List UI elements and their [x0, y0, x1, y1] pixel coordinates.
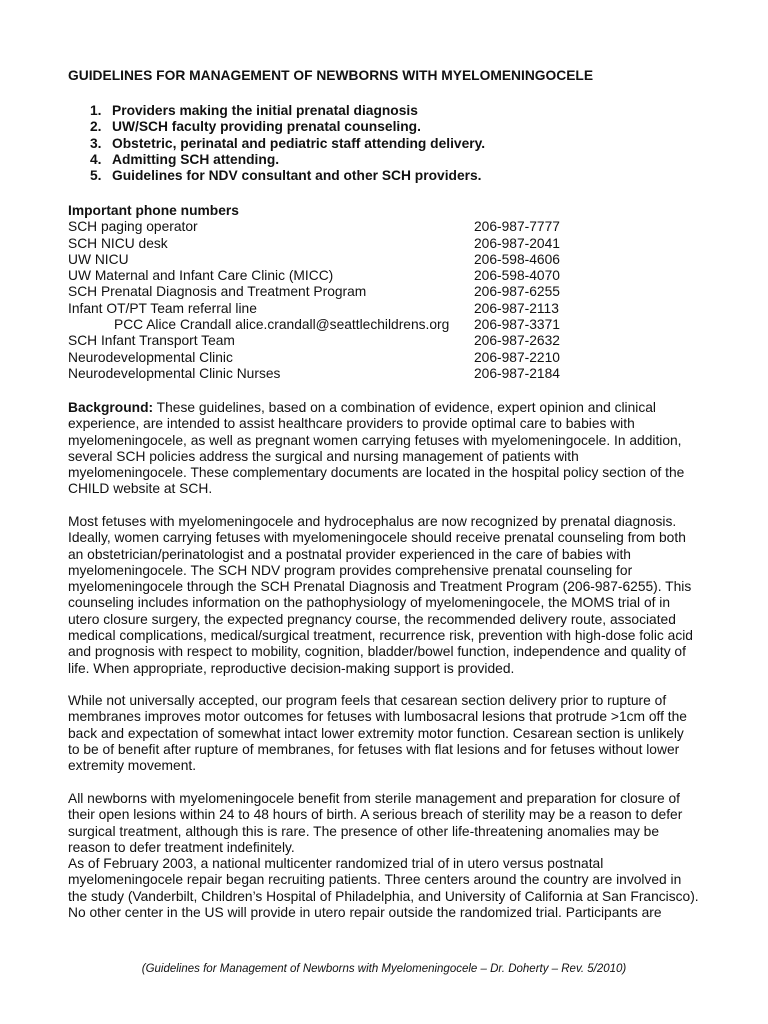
paragraph-line: an obstetrician/perinatologist and a postnatal provider experienced in the care of babies with	[68, 546, 631, 562]
paragraph-line: and prognosis with respect to mobility, cognition, bladder/bowel function, independence and quality of	[68, 644, 686, 660]
paragraph-line: myelomeningocele. The SCH NDV program provides comprehensive prenatal counseling for	[68, 562, 633, 578]
paragraph-line: life. When appropriate, reproductive decision-making support is provided.	[68, 660, 515, 676]
list-item	[90, 168, 485, 184]
phone-number: 206-987-2041	[474, 235, 560, 251]
phone-number: 206-987-3371	[474, 317, 560, 333]
phone-row	[68, 317, 708, 333]
phone-numbers-section	[68, 203, 708, 382]
phone-contact-name: Neurodevelopmental Clinic	[68, 349, 233, 365]
paragraph-line: utero closure surgery, the expected pregnancy course, the recommended delivery route, associated	[68, 611, 676, 627]
paragraph-line: myelomeningocele repair began recruiting patients. Three centers around the country are involved in	[68, 872, 682, 888]
paragraph-line: membranes improves motor outcomes for fetuses with lumbosacral lesions that protrude >1cm off the	[68, 709, 687, 725]
phone-number: 206-987-2632	[474, 333, 560, 349]
phone-row	[68, 301, 708, 317]
prenatal-diagnosis-paragraph	[68, 514, 708, 677]
paragraph-line: All newborns with myelomeningocele benefit from sterile management and preparation for closure of	[68, 791, 680, 806]
phone-number: 206-987-2210	[474, 349, 560, 365]
paragraph-line: While not universally accepted, our program feels that cesarean section delivery prior to rupture of	[68, 693, 667, 708]
newborn-management-paragraph	[68, 791, 708, 921]
audience-list	[90, 103, 485, 184]
background-paragraph	[68, 400, 708, 498]
paragraph-line: to be of benefit after rupture of membranes, for fetuses with flat lesions and for fetuses without lower	[68, 741, 680, 757]
paragraph-line: medical complications, medical/surgical treatment, recurrence risk, prevention with high-dose folic acid	[68, 628, 693, 644]
paragraph-line: experience, are intended to assist healthcare providers to provide optimal care to babies with	[68, 416, 635, 432]
phone-contact-name: PCC Alice Crandall alice.crandall@seattlechildrens.org	[114, 317, 450, 333]
paragraph-line: extremity movement.	[68, 758, 197, 774]
paragraph-line: reason to defer treatment indefinitely.	[68, 839, 295, 855]
document-title: GUIDELINES FOR MANAGEMENT OF NEWBORNS WITH MYELOMENINGOCELE	[68, 68, 594, 83]
paragraph-line: their open lesions within 24 to 48 hours of birth. A serious breach of sterility may be a reason to defer	[68, 807, 683, 823]
phone-row	[68, 366, 708, 382]
phone-number: 206-987-2184	[474, 365, 560, 381]
paragraph-line: No other center in the US will provide in utero repair outside the randomized trial. Participants are	[68, 905, 662, 921]
phone-row	[68, 219, 708, 235]
list-number: 4.	[90, 151, 102, 167]
phone-row	[68, 350, 708, 366]
phone-number: 206-987-7777	[474, 219, 560, 235]
phone-contact-name: Infant OT/PT Team referral line	[68, 300, 257, 316]
phone-number: 206-987-2113	[474, 300, 559, 316]
paragraph-line-text: These guidelines, based on a combination of evidence, expert opinion and clinical	[153, 400, 656, 415]
phone-number: 206-598-4606	[474, 251, 560, 267]
paragraph-line: Ideally, women carrying fetuses with myelomeningocele should receive prenatal counseling from both	[68, 530, 686, 546]
phone-contact-name: UW NICU	[68, 251, 129, 267]
phone-row	[68, 268, 708, 284]
cesarean-paragraph	[68, 693, 708, 774]
list-item	[90, 152, 485, 168]
phone-row	[68, 284, 708, 300]
list-item	[90, 119, 485, 135]
phone-contact-name: Neurodevelopmental Clinic Nurses	[68, 365, 281, 381]
list-item	[90, 103, 485, 119]
list-item	[90, 136, 485, 152]
phone-contact-name: SCH Infant Transport Team	[68, 333, 235, 349]
phone-contact-name: SCH NICU desk	[68, 235, 168, 251]
background-label: Background:	[68, 400, 154, 415]
phone-contact-name: SCH Prenatal Diagnosis and Treatment Program	[68, 284, 367, 300]
paragraph-line: myelomeningocele. These complementary documents are located in the hospital policy section of the	[68, 465, 685, 481]
paragraph-line: CHILD website at SCH.	[68, 481, 213, 497]
paragraph-line: several SCH policies address the surgical and nursing management of patients with	[68, 448, 579, 464]
list-text: UW/SCH faculty providing prenatal counseling.	[112, 119, 421, 135]
phone-contact-name: UW Maternal and Infant Care Clinic (MICC)	[68, 268, 334, 284]
paragraph-line: Most fetuses with myelomeningocele and hydrocephalus are now recognized by prenatal diagnosis.	[68, 514, 677, 529]
phone-row	[68, 236, 708, 252]
paragraph-line: myelomeningocele through the SCH Prenatal Diagnosis and Treatment Program (206-987-6255). This	[68, 579, 692, 595]
page-footer: (Guidelines for Management of Newborns with Myelomeningocele – Dr. Doherty – Rev. 5/2010)	[141, 963, 627, 975]
list-text: Guidelines for NDV consultant and other SCH providers.	[112, 168, 482, 184]
paragraph-line: back and expectation of somewhat intact lower extremity motor function. Cesarean section is unlikely	[68, 725, 684, 741]
list-number: 1.	[90, 103, 102, 118]
phone-number: 206-987-6255	[474, 284, 560, 300]
phone-number: 206-598-4070	[474, 268, 560, 284]
phone-row	[68, 252, 708, 268]
paragraph-line: counseling includes information on the pathophysiology of myelomeningocele, the MOMS trial of in	[68, 595, 671, 611]
phone-row	[68, 333, 708, 349]
list-number: 2.	[90, 119, 102, 135]
paragraph-line: myelomeningocele, as well as pregnant women carrying fetuses with myelomeningocele. In addition,	[68, 432, 682, 448]
list-text: Providers making the initial prenatal diagnosis	[112, 103, 418, 118]
list-text: Obstetric, perinatal and pediatric staff attending delivery.	[112, 135, 486, 151]
list-number: 5.	[90, 168, 102, 184]
paragraph-line	[68, 400, 708, 416]
phone-contact-name: SCH paging operator	[68, 219, 198, 235]
paragraph-line: surgical treatment, although this is rare. The presence of other life-threatening anomalies may be	[68, 823, 660, 839]
phone-numbers-heading: Important phone numbers	[68, 203, 239, 218]
paragraph-line: the study (Vanderbilt, Children’s Hospital of Philadelphia, and University of California at San Francisco).	[68, 888, 699, 904]
list-number: 3.	[90, 135, 102, 151]
paragraph-line: As of February 2003, a national multicenter randomized trial of in utero versus postnatal	[68, 856, 604, 872]
list-text: Admitting SCH attending.	[112, 151, 280, 167]
